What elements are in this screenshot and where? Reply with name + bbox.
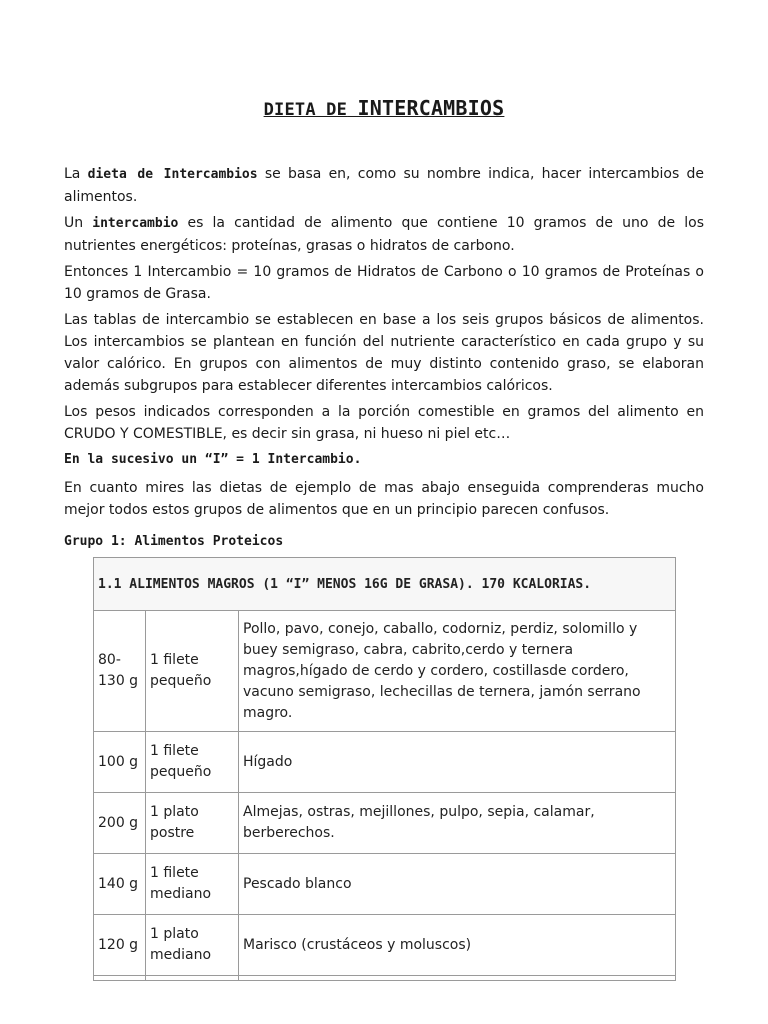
table-row (94, 611, 676, 732)
group-heading: Grupo 1: Alimentos Proteicos (64, 534, 284, 549)
p2-bold: intercambio (92, 216, 179, 231)
cell-empty (239, 976, 676, 981)
cell-portion: 1 filete mediano (146, 854, 239, 915)
cell-empty (94, 976, 146, 981)
cell-weight: 80-130 g (94, 611, 146, 732)
exchange-table-container (93, 557, 676, 981)
cell-weight: 140 g (94, 854, 146, 915)
cell-portion: 1 filete pequeño (146, 611, 239, 732)
table-row (94, 732, 676, 793)
cell-foods: Almejas, ostras, mejillones, pulpo, sepia, calamar, berberechos. (239, 793, 676, 854)
p2-post: es la cantidad de alimento que contiene 10 gramos de uno de los nutrientes energéticos: proteínas, grasas o hidratos de carbono. (64, 215, 705, 254)
paragraph-intro (64, 163, 704, 208)
cell-foods: Hígado (239, 732, 676, 793)
cell-foods: Pescado blanco (239, 854, 676, 915)
table-row-continuation (94, 976, 676, 981)
cell-portion: 1 filete pequeño (146, 732, 239, 793)
paragraph-equivalence: Entonces 1 Intercambio = 10 gramos de Hidratos de Carbono o 10 gramos de Proteínas o 10 gramos de Grasa. (64, 264, 704, 302)
paragraph-tables: Las tablas de intercambio se establecen en base a los seis grupos básicos de alimentos. Los intercambios se plantean en función del nutriente característico en cada grupo y su valor calórico. En grupos con alimentos de muy distinto contenido graso, se elaboran además subgrupos para establecer diferentes intercambios calóricos. (64, 312, 704, 394)
paragraph-examples: En cuanto mires las dietas de ejemplo de mas abajo enseguida comprenderas mucho mejor todos estos grupos de alimentos que en un principio parecen confusos. (64, 480, 704, 518)
table-row (94, 915, 676, 976)
table-header-row (94, 558, 676, 611)
cell-foods: Pollo, pavo, conejo, caballo, codorniz, perdiz, solomillo y buey semigraso, cabra, cabrito,cerdo y ternera magros,hígado de cerdo y cordero, costillasde cordero, vacuno semigraso, lechecillas de ternera, jamón serrano magro. (239, 611, 676, 732)
cell-empty (146, 976, 239, 981)
page-title (0, 96, 768, 120)
cell-foods: Marisco (crustáceos y moluscos) (239, 915, 676, 976)
cell-weight: 100 g (94, 732, 146, 793)
p2-pre: Un (64, 215, 84, 231)
p1-pre: La (64, 166, 81, 182)
title-main: INTERCAMBIOS (357, 96, 505, 120)
table-header: 1.1 ALIMENTOS MAGROS (1 “I” MENOS 16G DE GRASA). 170 KCALORIAS. (94, 558, 676, 611)
note-heading: En la sucesivo un “I” = 1 Intercambio. (64, 452, 362, 467)
document-body (64, 163, 704, 559)
paragraph-definition (64, 212, 704, 257)
cell-weight: 200 g (94, 793, 146, 854)
paragraph-weights: Los pesos indicados corresponden a la porción comestible en gramos del alimento en CRUDO Y COMESTIBLE, es decir sin grasa, ni hueso ni piel etc… (64, 404, 704, 442)
cell-portion: 1 plato postre (146, 793, 239, 854)
p1-bold: dieta de Intercambios (87, 167, 258, 182)
cell-portion: 1 plato mediano (146, 915, 239, 976)
cell-weight: 120 g (94, 915, 146, 976)
title-prefix: DIETA DE (263, 100, 348, 120)
exchange-table (93, 557, 676, 981)
table-row (94, 854, 676, 915)
p1-post: se basa en, como su nombre indica, hacer intercambios de alimentos. (64, 166, 705, 205)
table-row (94, 793, 676, 854)
